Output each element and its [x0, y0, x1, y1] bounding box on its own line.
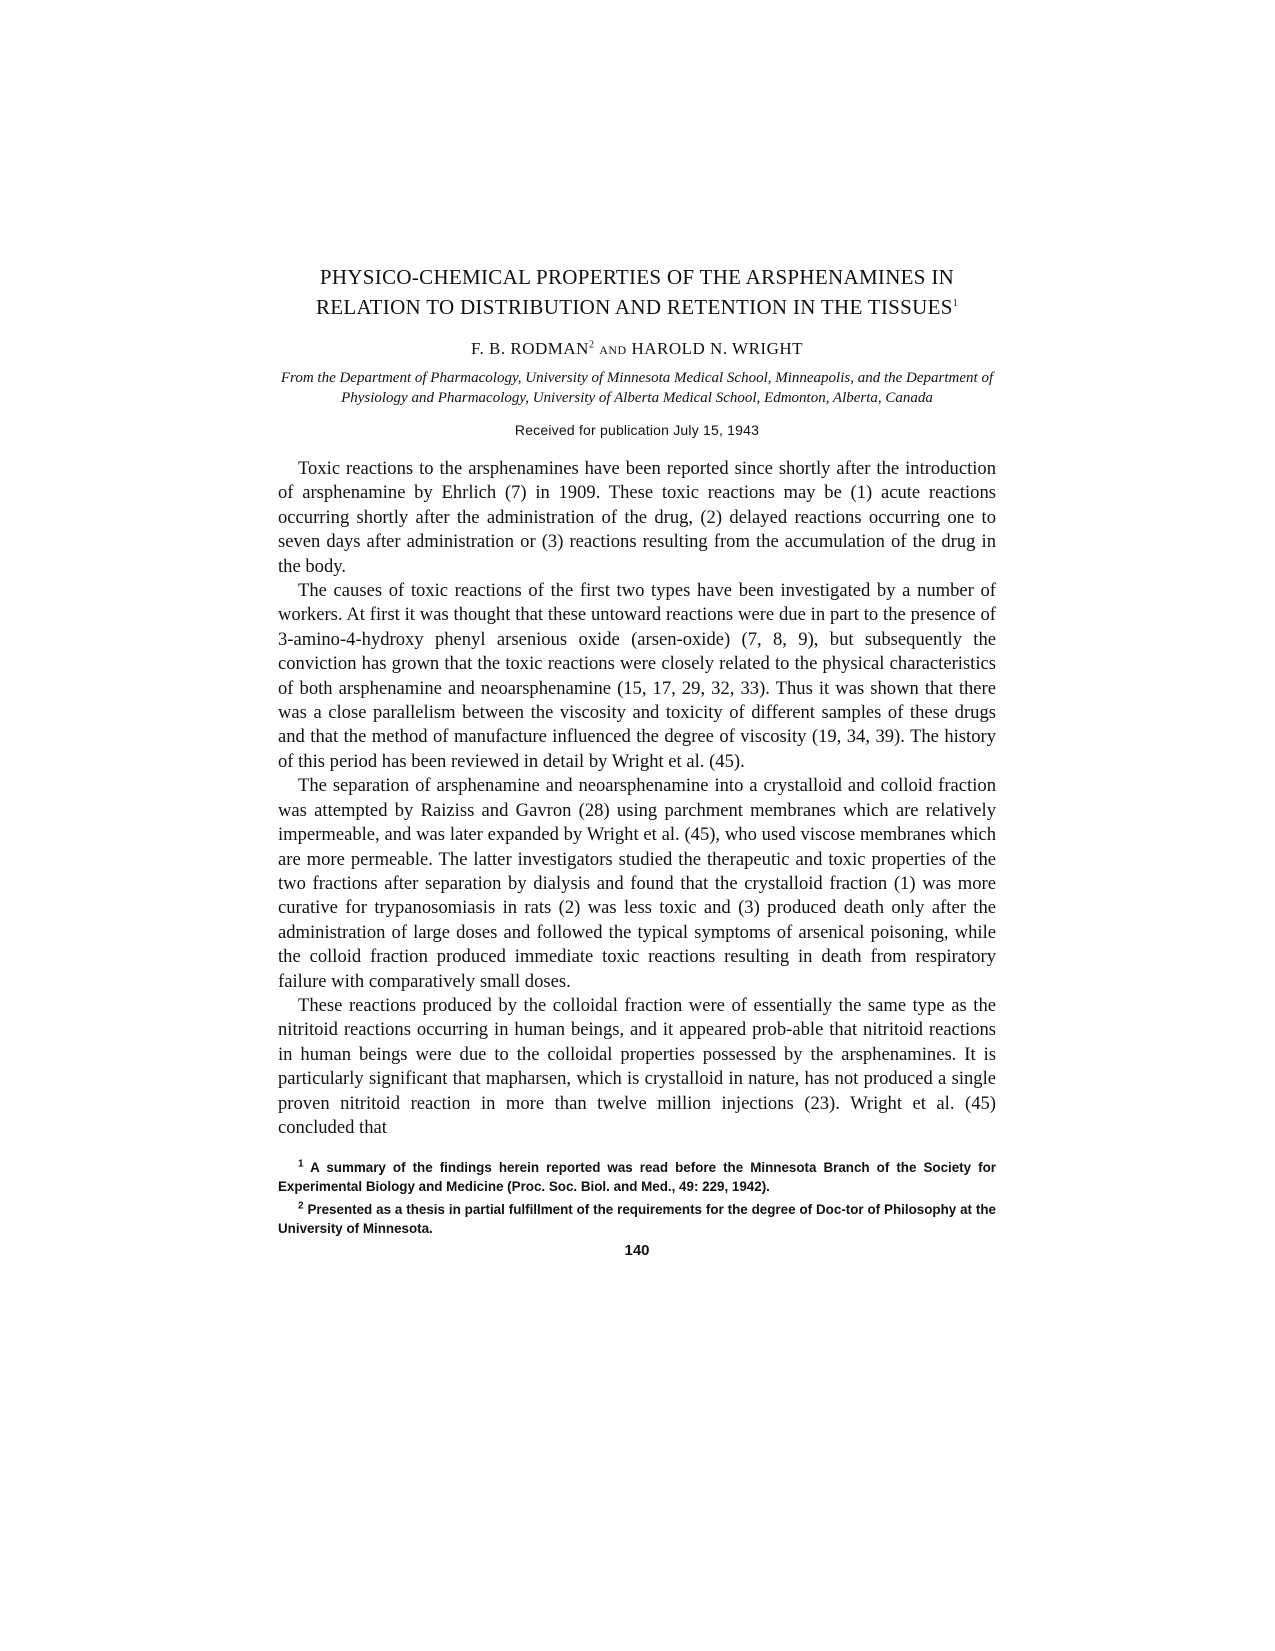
author-2: HAROLD N. WRIGHT	[631, 339, 804, 358]
body-paragraph-4: These reactions produced by the colloidal fraction were of essentially the same type as the nitritoid reactions occurring in human beings, and it appeared prob-able that nitritoid reactions in human beings were due to the colloidal properties possessed by the arsphenamines. It is particularly significant that mapharsen, which is crystalloid in nature, has not produced a single proven nitritoid reaction in more than twelve million injections (23). Wright et al. (45) concluded that	[278, 994, 996, 1138]
footnote-2-text: Presented as a thesis in partial fulfillment of the requirements for the degree of Doc-tor of Philosophy at the University of Minnesota.	[278, 1202, 996, 1237]
body-paragraph-2: The causes of toxic reactions of the first two types have been investigated by a number of workers. At first it was thought that these untoward reactions were due in part to the presence of 3-amino-4-hydroxy phenyl arsenious oxide (arsen-oxide) (7, 8, 9), but subsequently the conviction has grown that the toxic reactions were closely related to the physical characteristics of both arsphenamine and neoarsphenamine (15, 17, 29, 32, 33). Thus it was shown that there was a close parallelism between the viscosity and toxicity of different samples of these drugs and that the method of manufacture influenced the degree of viscosity (19, 34, 39). The history of this period has been reviewed in detail by Wright et al. (45).	[278, 580, 996, 772]
footnote-2	[278, 1200, 996, 1238]
author-1-footnote-marker: 2	[588, 339, 595, 351]
article-body	[278, 457, 996, 1140]
footnote-2-marker: 2	[298, 1200, 304, 1212]
affiliation: From the Department of Pharmacology, University of Minnesota Medical School, Minneapolis, and the Department of Physiology and Pharmacology, University of Alberta Medical School, Edmonton, Alberta, Canada	[280, 370, 994, 406]
footnote-1	[278, 1158, 996, 1196]
footnotes	[278, 1158, 996, 1238]
article-title	[278, 262, 996, 322]
body-paragraph-1: Toxic reactions to the arsphenamines have been reported since shortly after the introduction of arsphenamine by Ehrlich (7) in 1909. These toxic reactions may be (1) acute reactions occurring shortly after the administration of the drug, (2) delayed reactions occurring one to seven days after administration or (3) reactions resulting from the accumulation of the drug in the body.	[278, 458, 996, 577]
author-1: F. B. RODMAN	[470, 339, 589, 358]
footnote-1-marker: 1	[298, 1158, 304, 1170]
page-number: 140	[624, 1242, 650, 1260]
author-line	[278, 339, 996, 359]
received-date: Received for publication July 15, 1943	[514, 422, 760, 438]
title-footnote-marker: 1	[952, 298, 959, 309]
article-title-text: PHYSICO-CHEMICAL PROPERTIES OF THE ARSPHENAMINES IN RELATION TO DISTRIBUTION AND RETENTION IN THE TISSUES	[315, 265, 955, 319]
author-conjunction: AND	[599, 343, 627, 357]
body-paragraph-3: The separation of arsphenamine and neoarsphenamine into a crystalloid and colloid fraction was attempted by Raiziss and Gavron (28) using parchment membranes which are relatively impermeable, and was later expanded by Wright et al. (45), who used viscose membranes which are more permeable. The latter investigators studied the therapeutic and toxic properties of the two fractions after separation by dialysis and found that the crystalloid fraction (1) was more curative for trypanosomiasis in rats (2) was less toxic and (3) produced death only after the administration of large doses and followed the typical symptoms of arsenical poisoning, while the colloid fraction produced immediate toxic reactions resulting in death from respiratory failure with comparatively small doses.	[278, 775, 996, 992]
footnote-1-text: A summary of the findings herein reported was read before the Minnesota Branch of the Society for Experimental Biology and Medicine (Proc. Soc. Biol. and Med., 49: 229, 1942).	[278, 1160, 996, 1195]
article-page	[278, 262, 996, 1259]
